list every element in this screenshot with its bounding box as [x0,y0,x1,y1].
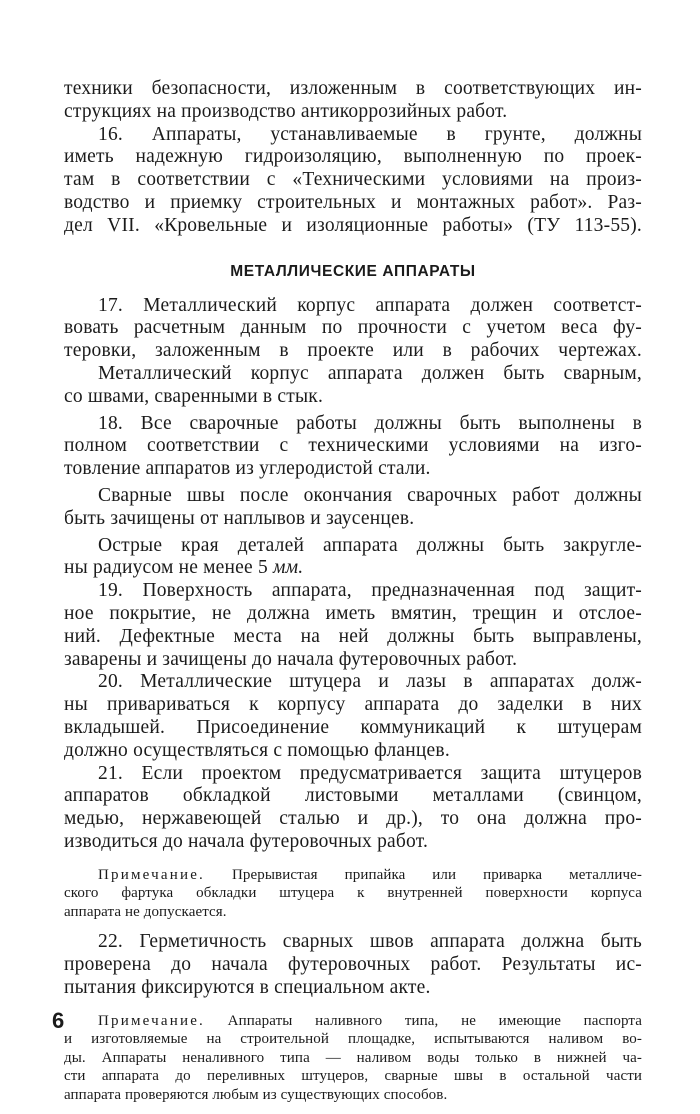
text-line [64,1012,642,1031]
text-line: ний. Дефектные места на ней должны быть выправлены, [64,625,642,647]
text-line: аппаратов обкладкой листовыми металлами (свинцом, [64,785,642,807]
text-line [64,866,642,885]
text-line: со швами, сваренными в стык. [64,385,324,407]
text-line: и изготовляемые на строительной площадке, испытываются наливом во- [64,1031,642,1048]
text-span: ны радиусом не менее 5 [64,557,273,579]
paragraph-18b [64,485,642,531]
section-heading: МЕТАЛЛИЧЕСКИЕ АППАРАТЫ [230,262,476,280]
paragraph-16 [64,124,642,238]
text-line: теровки, заложенным в проекте или в рабочих чертежах. [64,340,642,362]
text-line: 18. Все сварочные работы должны быть выполнены в [98,412,642,434]
unit-text: мм. [272,557,304,579]
text-line: вовать расчетным данным по прочности с учетом веса фу- [64,317,642,339]
paragraph-intro [64,78,642,124]
text-line: сти аппарата до переливных штуцеров, сварные швы в остальной части [64,1068,642,1085]
text-line: струкциях на производство антикоррозийных работ. [64,100,508,122]
text-line: 20. Металлические штуцера и лазы в аппаратах долж- [98,671,642,693]
text-line: ды. Аппараты неналивного типа — наливом воды только в нижней ча- [64,1049,642,1066]
text-line: водство и приемку строительных и монтажных работ». Раз- [64,191,642,213]
text-line: заварены и зачищены до начала футеровочных работ. [64,648,518,670]
text-line: аппарата не допускается. [64,903,227,920]
text-line: аппарата проверяются любым из существующих способов. [64,1086,448,1103]
text-line: 16. Аппараты, устанавливаемые в грунте, должны [98,123,642,145]
text-line: медью, нержавеющей сталью и др.), то она должна про- [64,808,642,830]
text-line: должно осуществляться с помощью фланцев. [64,739,450,761]
note-label: Примечание. [98,866,206,883]
text-line: полном соответствии с техническими условиями на изго- [64,435,642,457]
text-line: пытания фиксируются в специальном акте. [64,976,431,998]
text-line: вкладышей. Присоединение коммуникаций к штуцерам [64,716,642,738]
paragraph-22 [64,931,642,999]
paragraph-20 [64,671,642,762]
note-2 [64,1012,642,1105]
text-line: проверена до начала футеровочных работ. Результаты ис- [64,954,642,975]
paragraph-18 [64,413,642,481]
text-line: ского фартука обкладки штуцера к внутренней поверхности корпуса [64,885,642,902]
text-line [64,557,642,580]
text-line: Сварные швы после окончания сварочных работ должны [98,484,642,506]
text-line: дел VII. «Кровельные и изоляционные работы» (ТУ 113-55). [64,214,642,236]
text-span: Прерывистая припайка или приварка металличе- [205,866,642,883]
text-line: 19. Поверхность аппарата, предназначенная под защит- [98,580,642,602]
text-line: ное покрытие, не должна иметь вмятин, трещин и отслое- [64,602,642,624]
paragraph-19 [64,580,642,671]
text-line: товление аппаратов из углеродистой стали. [64,458,431,480]
text-line: техники безопасности, изложенным в соответствующих ин- [64,78,642,99]
paragraph-18c [64,535,642,581]
text-line: быть зачищены от наплывов и заусенцев. [64,507,415,529]
paragraph-17 [64,295,642,363]
text-line: 22. Герметичность сварных швов аппарата должна быть [98,931,642,953]
text-line: 17. Металлический корпус аппарата должен соответст- [98,294,642,316]
text-line: там в соответствии с «Техническими условиями на произ- [64,169,642,191]
text-line: Острые края деталей аппарата должны быть закругле- [98,534,642,556]
text-line: иметь надежную гидроизоляцию, выполненную по проек- [64,146,642,168]
page-number: 6 [52,1008,65,1033]
text-line: 21. Если проектом предусматривается защита штуцеров [98,762,642,784]
text-line: изводиться до начала футеровочных работ. [64,830,429,852]
text-line: ны привариваться к корпусу аппарата до заделки в них [64,694,642,716]
document-page [64,78,642,1114]
paragraph-21 [64,763,642,854]
note-1 [64,866,642,922]
note-label: Примечание. [98,1012,206,1029]
text-line: Металлический корпус аппарата должен быть сварным, [98,362,642,384]
paragraph-17b [64,363,642,409]
text-span: Аппараты наливного типа, не имеющие паспорта [205,1012,642,1029]
